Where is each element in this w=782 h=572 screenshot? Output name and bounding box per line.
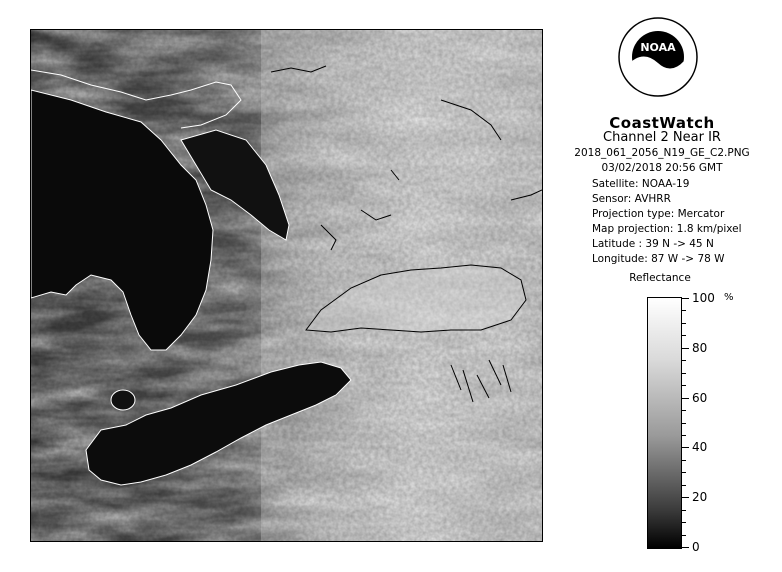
legend-title: Reflectance [629,272,691,284]
colorbar-tick [682,460,686,461]
colorbar-tick-label: 60 [692,390,708,405]
projection-type-info: Projection type: Mercator [592,208,725,220]
colorbar-tick [682,423,686,424]
colorbar-tick [682,510,686,511]
colorbar-tick [682,472,686,473]
sensor-info: Sensor: AVHRR [592,193,671,205]
colorbar-tick [682,298,689,299]
colorbar-tick [682,447,689,448]
latitude-info: Latitude : 39 N -> 45 N [592,238,714,250]
colorbar-tick-label: 100 [692,291,715,305]
colorbar-tick [682,385,686,386]
colorbar-tick [682,497,689,498]
datetime: 03/02/2018 20:56 GMT [601,162,723,174]
colorbar-tick [682,335,686,336]
brand-title: CoastWatch [609,114,715,132]
reflectance-colorbar [647,297,682,549]
colorbar-tick [682,373,686,374]
colorbar-tick [682,522,686,523]
satellite-info: Satellite: NOAA-19 [592,178,690,190]
colorbar-tick-label: 0 [692,540,700,554]
colorbar-tick [682,485,686,486]
noaa-logo-text: NOAA [640,41,676,54]
colorbar-tick [682,547,689,548]
legend-unit: % [724,292,734,303]
colorbar-tick [682,348,689,349]
map-projection-info: Map projection: 1.8 km/pixel [592,223,742,235]
colorbar-tick [682,323,686,324]
colorbar-tick [682,535,686,536]
noaa-logo [618,17,698,97]
colorbar-tick [682,410,686,411]
lake-st-clair [111,390,135,410]
colorbar-tick [682,310,686,311]
satellite-map[interactable] [30,29,543,542]
colorbar-tick-label: 80 [692,340,708,355]
channel-title: Channel 2 Near IR [603,130,721,145]
colorbar-tick [682,398,689,399]
satellite-image [31,30,542,541]
colorbar-tick [682,360,686,361]
longitude-info: Longitude: 87 W -> 78 W [592,253,725,265]
colorbar-tick-label: 20 [692,490,708,505]
colorbar-tick [682,435,686,436]
colorbar-tick-label: 40 [692,440,708,455]
filename: 2018_061_2056_N19_GE_C2.PNG [574,147,750,159]
